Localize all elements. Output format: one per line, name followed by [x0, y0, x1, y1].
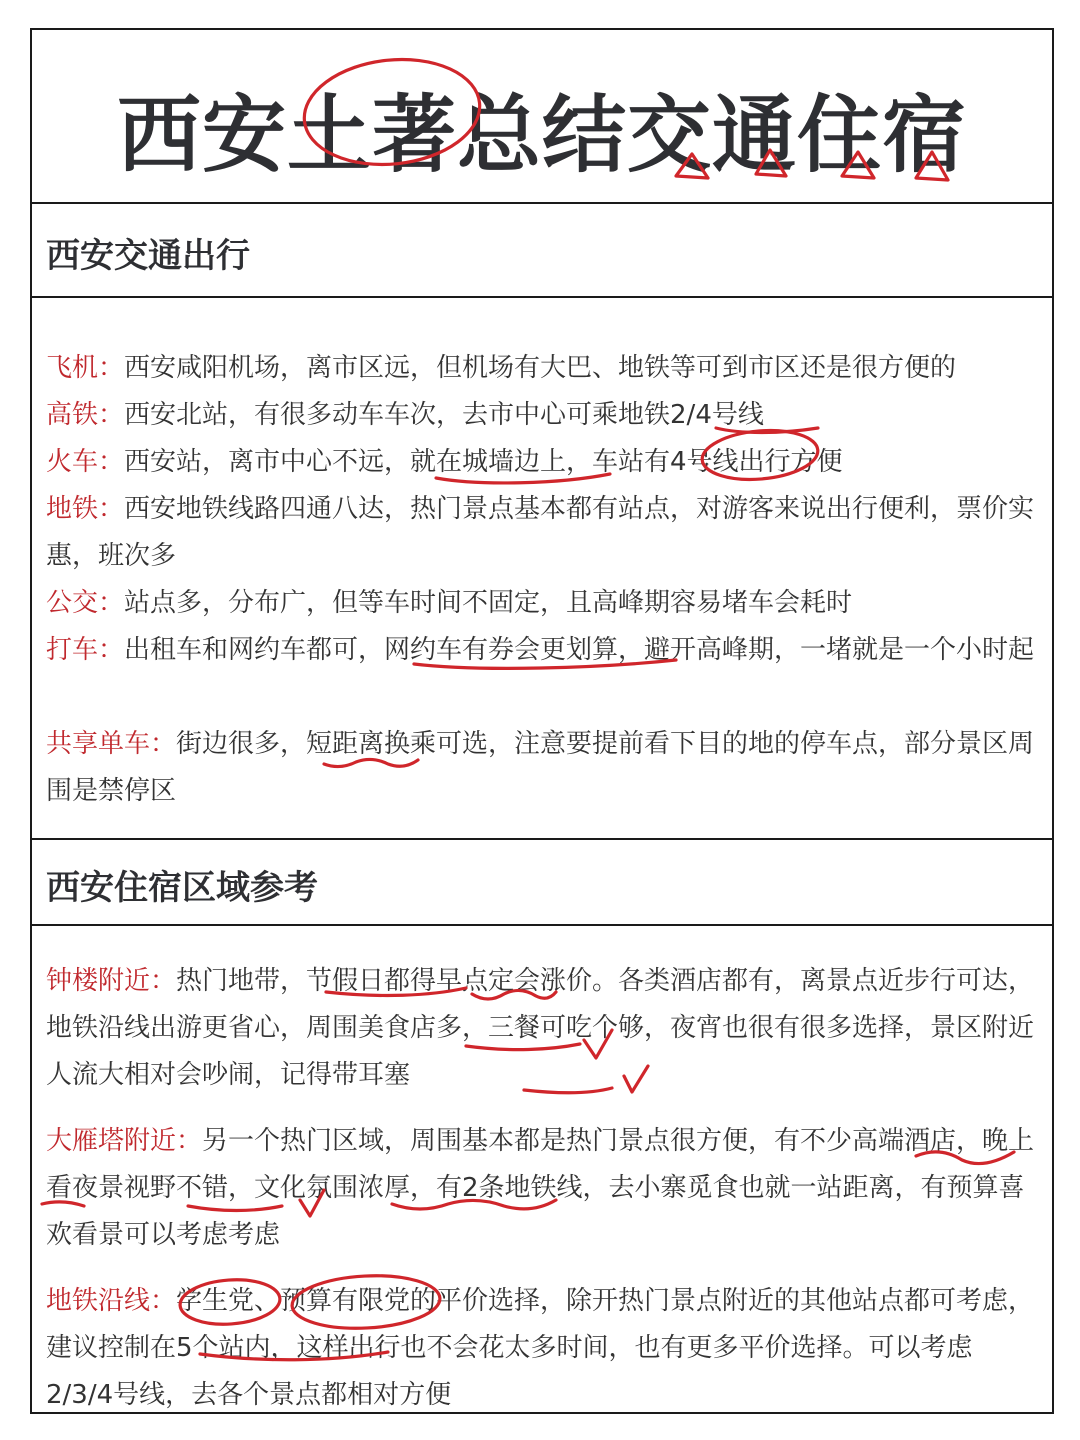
item-label: 飞机： — [46, 353, 125, 383]
lodging-heading: 西安住宿区域参考 — [46, 868, 318, 908]
item-text: 西安站，离市中心不远，就在城墙边上，车站有4号线出行方便 — [124, 447, 843, 477]
transport-section — [32, 298, 1052, 840]
item-text: 街边很多，短距离换乘可选，注意要提前看下目的地的停车点，部分景区周围是禁停区 — [46, 729, 1035, 806]
item-text: 热门地带，节假日都得早点定会涨价。各类酒店都有，离景点近步行可达，地铁沿线出游更省心，周围美食店多，三餐可吃个够，夜宵也很有很多选择，景区附近人流大相对会吵闹，记得带耳塞 — [46, 966, 1035, 1090]
page-title: 西安土著总结交通住宿 — [116, 86, 967, 184]
item-text: 西安咸阳机场，离市区远，但机场有大巴、地铁等可到市区还是很方便的 — [124, 353, 957, 383]
transport-item-highspeed-rail — [46, 392, 1036, 439]
item-label: 高铁： — [46, 400, 125, 430]
item-text: 西安地铁线路四通八达，热门景点基本都有站点，对游客来说出行便利，票价实惠，班次多 — [46, 494, 1035, 571]
transport-heading: 西安交通出行 — [46, 236, 250, 276]
item-text: 站点多，分布广，但等车时间不固定，且高峰期容易堵车会耗时 — [124, 588, 853, 618]
transport-item-train — [46, 439, 1036, 486]
transport-heading-row — [32, 204, 1052, 298]
item-label: 大雁塔附近： — [46, 1126, 203, 1156]
item-label: 火车： — [46, 447, 125, 477]
item-label: 打车： — [46, 635, 125, 665]
item-label: 地铁： — [46, 494, 125, 524]
transport-item-shared-bike — [46, 721, 1036, 815]
item-label: 钟楼附近： — [46, 966, 177, 996]
lodging-item-metro-line — [46, 1278, 1036, 1419]
lodging-item-big-wild-goose-pagoda — [46, 1118, 1036, 1259]
transport-item-taxi — [46, 627, 1036, 674]
item-text: 出租车和网约车都可，网约车有券会更划算，避开高峰期，一堵就是一个小时起 — [124, 635, 1035, 665]
item-label: 地铁沿线： — [46, 1286, 177, 1316]
lodging-heading-row — [32, 840, 1052, 926]
document-frame — [30, 28, 1054, 1414]
lodging-item-bell-tower — [46, 958, 1036, 1099]
transport-item-metro — [46, 486, 1036, 580]
transport-item-bus — [46, 580, 1036, 627]
item-text: 西安北站，有很多动车车次，去市中心可乘地铁2/4号线 — [124, 400, 764, 430]
transport-item-plane — [46, 345, 1036, 392]
item-label: 公交： — [46, 588, 125, 618]
item-label: 共享单车： — [46, 729, 177, 759]
title-row — [32, 30, 1052, 204]
item-text: 另一个热门区域，周围基本都是热门景点很方便，有不少高端酒店，晚上看夜景视野不错，文化氛围浓厚，有2条地铁线，去小寨觅食也就一站距离，有预算喜欢看景可以考虑考虑 — [46, 1126, 1035, 1250]
item-text: 学生党、预算有限党的平价选择，除开热门景点附近的其他站点都可考虑，建议控制在5个站内，这样出行也不会花太多时间，也有更多平价选择。可以考虑2/3/4号线，去各个景点都相对方便 — [46, 1286, 1035, 1410]
lodging-section — [32, 926, 1052, 1414]
